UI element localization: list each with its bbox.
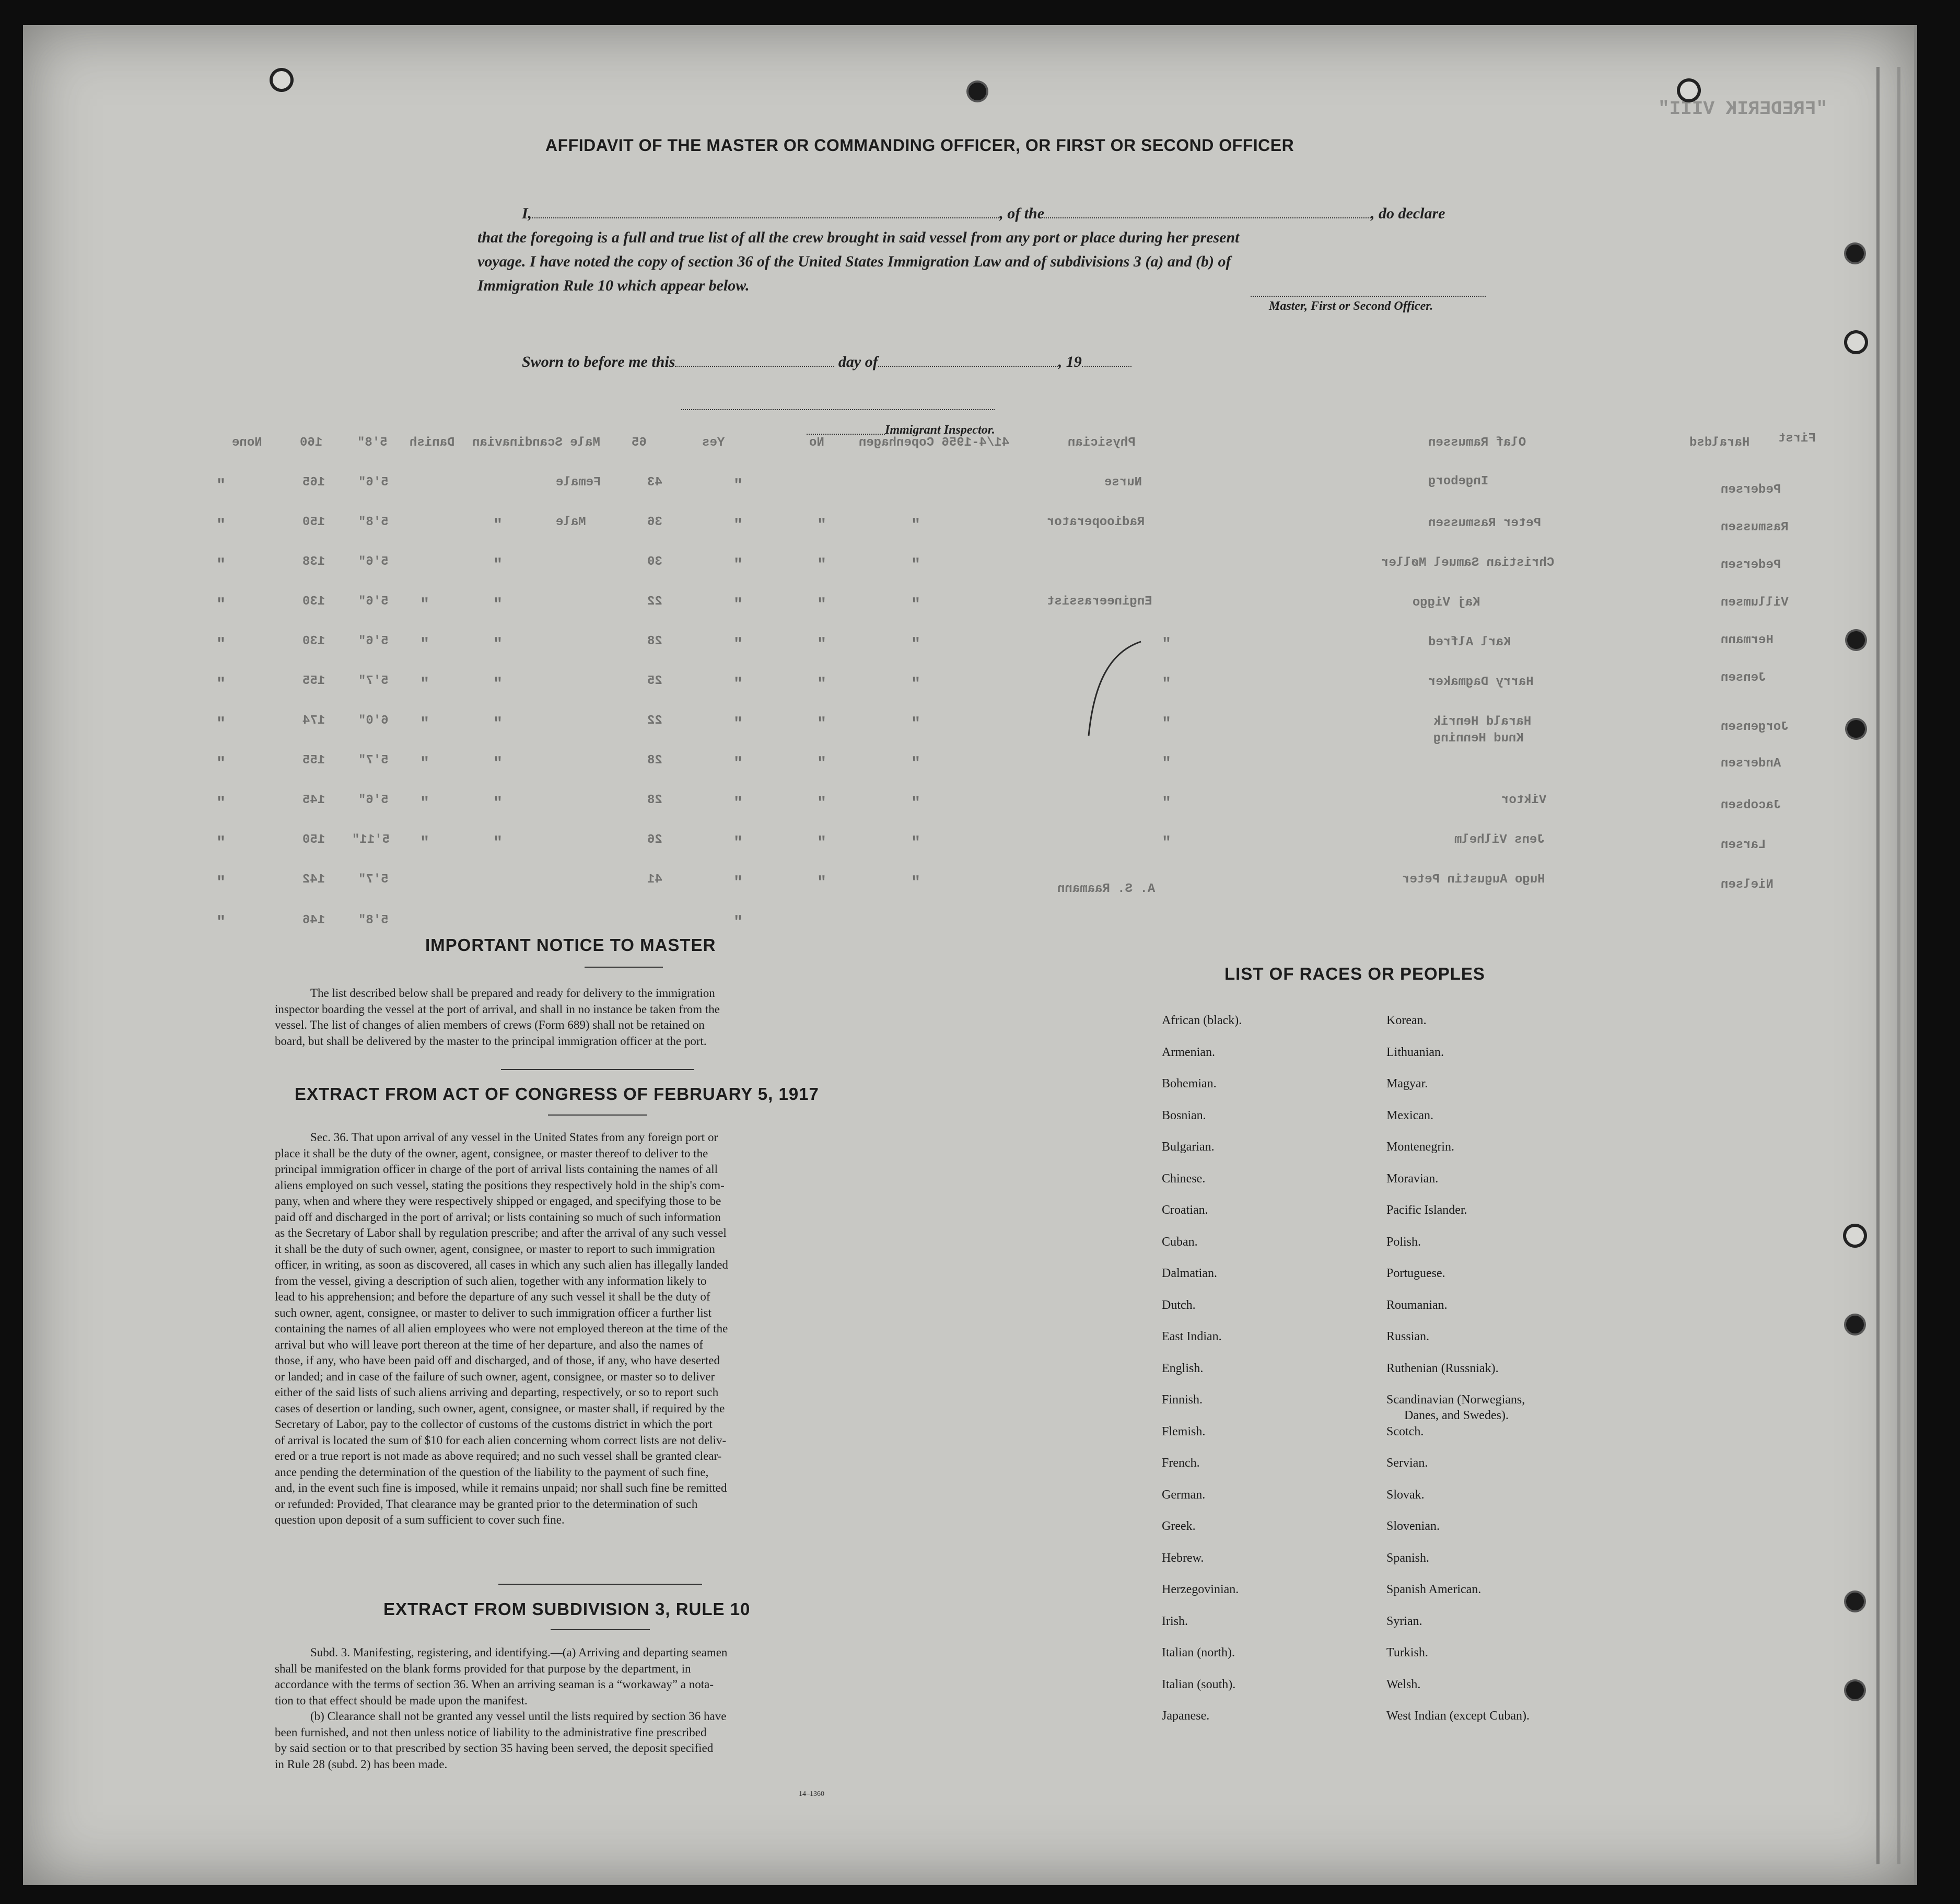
- rule-line: Subd. 3. Manifesting, registering, and identifying.—(a) Arriving and departing seamen: [310, 1646, 728, 1659]
- bleed-through-text: Christian Samuel Møller: [1381, 556, 1555, 570]
- race-item: Armenian.: [1162, 1045, 1215, 1059]
- sworn-month-field: [878, 366, 1058, 367]
- bleed-through-text: Hugo Augustin Peter: [1402, 873, 1545, 887]
- bleed-through-text: 26: [647, 833, 662, 847]
- ditto-mark: ": [817, 676, 827, 693]
- ditto-mark: ": [911, 517, 921, 535]
- ditto-mark: ": [911, 636, 921, 654]
- act-line: pany, when and where they were respectively shipped or engaged, and specifying those to be: [275, 1194, 721, 1208]
- bleed-through-text: 5'6": [358, 475, 389, 490]
- bleed-through-text: No: [809, 436, 824, 450]
- race-item: Roumanian.: [1386, 1298, 1448, 1312]
- inspector-signature-line: [807, 434, 885, 435]
- ditto-mark: ": [493, 755, 503, 773]
- bleed-through-text: 130: [302, 634, 325, 648]
- sworn-day-field: [675, 366, 834, 367]
- bleed-through-text: 160: [300, 436, 323, 450]
- races-title: LIST OF RACES OR PEOPLES: [1224, 964, 1485, 983]
- notice-body: [275, 985, 899, 1049]
- bleed-through-text: Rasmussen: [1721, 520, 1789, 535]
- ditto-mark: ": [216, 715, 226, 733]
- act-line: those, if any, who have been paid off and discharged, and of those, if any, who have deserted: [275, 1354, 720, 1367]
- race-item: Finnish.: [1162, 1393, 1203, 1407]
- bleed-through-text: Engineerassist: [1047, 595, 1152, 609]
- punch-hole-icon: [273, 71, 290, 89]
- rule-line: shall be manifested on the blank forms provided for that purpose by the department, in: [275, 1662, 691, 1675]
- ditto-mark: ": [420, 715, 430, 733]
- bleed-through-text: Hermann: [1721, 633, 1774, 647]
- race-item: Bulgarian.: [1162, 1140, 1215, 1154]
- bleed-through-text: Larsen: [1721, 838, 1766, 852]
- punch-hole-icon: [1847, 631, 1865, 649]
- bleed-through-text: 43: [647, 475, 662, 490]
- name-blank-field: [532, 217, 999, 218]
- act-line: of arrival is located the sum of $10 for each alien concerning whom correct lists are not deliv-: [275, 1433, 727, 1447]
- race-item: Mexican.: [1386, 1108, 1433, 1122]
- ditto-mark: ": [420, 636, 430, 654]
- punch-hole-icon: [1846, 1593, 1864, 1610]
- race-item: Syrian.: [1386, 1614, 1422, 1628]
- ditto-mark: ": [493, 596, 503, 614]
- ditto-mark: ": [817, 874, 827, 892]
- bleed-through-text: 5'6": [358, 555, 389, 569]
- race-item: Slovak.: [1386, 1488, 1425, 1502]
- ditto-mark: ": [733, 795, 743, 812]
- bleed-through-text: Yes: [702, 436, 725, 450]
- ditto-mark: ": [733, 715, 743, 733]
- bleed-through-text: 155: [302, 753, 325, 768]
- race-item: Hebrew.: [1162, 1551, 1204, 1565]
- race-item: French.: [1162, 1456, 1200, 1470]
- race-item: Magyar.: [1386, 1077, 1428, 1090]
- bleed-through-text: 5'7": [358, 753, 389, 768]
- bleed-through-text: Jensen: [1721, 671, 1766, 685]
- ditto-mark: ": [420, 755, 430, 773]
- ditto-mark: ": [493, 556, 503, 574]
- bleed-through-text: 145: [302, 793, 325, 807]
- bleed-through-text: Female: [556, 475, 601, 490]
- bleed-through-text: 5'7": [358, 674, 389, 688]
- ditto-mark: ": [493, 715, 503, 733]
- bleed-through-text: Harry Dagmaker: [1428, 675, 1534, 689]
- punch-hole-icon: [1846, 1316, 1864, 1333]
- page-edge-line: [1897, 67, 1900, 1864]
- act-line: from the vessel, giving a description of such alien, together with any information likely to: [275, 1274, 707, 1287]
- race-item: Cuban.: [1162, 1235, 1198, 1249]
- bleed-through-text: 130: [302, 595, 325, 609]
- race-item: Herzegovinian.: [1162, 1583, 1239, 1596]
- race-item: East Indian.: [1162, 1330, 1222, 1343]
- ditto-mark: ": [1162, 795, 1172, 812]
- bleed-through-text: 174: [302, 714, 325, 728]
- ditto-mark: ": [216, 755, 226, 773]
- bleed-through-text: 28: [647, 634, 662, 648]
- act-line: cases of desertion or landing, such owner, agent, consignee, or master shall, if required by the: [275, 1401, 725, 1415]
- punch-hole-icon: [1847, 333, 1865, 351]
- race-item: West Indian (except Cuban).: [1386, 1709, 1530, 1723]
- act-line: paid off and discharged in the port of arrival; or lists containing so much of such information: [275, 1210, 721, 1224]
- act-line: place it shall be the duty of the owner, agent, consignee, or master thereof to deliver to the: [275, 1146, 708, 1160]
- bleed-through-text: Villumsen: [1721, 596, 1789, 610]
- act-line: arrival but who will leave port thereon at the time of her departure, and also the names of: [275, 1338, 704, 1351]
- races-right-column: [1386, 1014, 1530, 1741]
- race-item: African (black).: [1162, 1014, 1242, 1027]
- rule-line: (b) Clearance shall not be granted any vessel until the lists required by section 36 have: [310, 1710, 727, 1723]
- notice-line: vessel. The list of changes of alien members of crews (Form 689) shall not be retained on: [275, 1018, 705, 1031]
- act-line: Sec. 36. That upon arrival of any vessel in the United States from any foreign port or: [310, 1131, 718, 1144]
- notice-line: The list described below shall be prepared and ready for delivery to the immigration: [310, 986, 715, 1000]
- race-item: Flemish.: [1162, 1424, 1206, 1438]
- ditto-mark: ": [817, 834, 827, 852]
- ditto-mark: ": [420, 795, 430, 812]
- act-line: or refunded: Provided, That clearance may be granted prior to the determination of such: [275, 1497, 698, 1511]
- act-line: such owner, agent, consignee, or master to deliver to such immigration officer a further list: [275, 1306, 711, 1319]
- bleed-through-text: 25: [647, 674, 662, 688]
- ditto-mark: ": [911, 795, 921, 812]
- punch-hole-icon: [1680, 82, 1698, 99]
- bleed-through-text: 5'8": [357, 436, 388, 450]
- race-item: Russian.: [1386, 1330, 1430, 1343]
- ditto-mark: ": [216, 477, 226, 495]
- rule-body: [275, 1645, 899, 1772]
- bleed-through-text: Kaj Viggo: [1413, 596, 1480, 610]
- bleed-through-text: None: [232, 436, 262, 450]
- signature-label: Master, First or Second Officer.: [1269, 299, 1433, 313]
- bleed-through-text: Radiooperator: [1047, 515, 1145, 529]
- ditto-mark: ": [733, 676, 743, 693]
- ditto-mark: ": [817, 715, 827, 733]
- bleed-through-text: 6'0": [358, 714, 389, 728]
- race-item: Chinese.: [1162, 1171, 1206, 1186]
- bleed-through-text: 30: [647, 555, 662, 569]
- act-line: containing the names of all alien employees who were not employed thereon at the time of the: [275, 1322, 728, 1335]
- bleed-through-text: First: [1778, 432, 1816, 446]
- race-item: Scandinavian (Norwegians,: [1386, 1393, 1525, 1407]
- rule-line: been furnished, and not then unless notice of liability to the administrative fine prescribed: [275, 1725, 707, 1739]
- race-item: Spanish American.: [1386, 1583, 1481, 1596]
- bleed-through-text: Olaf Ramussen: [1428, 436, 1526, 450]
- ditto-mark: ": [817, 755, 827, 773]
- ditto-mark: ": [1162, 834, 1172, 852]
- notice-line: board, but shall be delivered by the master to the principal immigration officer at the port.: [275, 1034, 707, 1048]
- affidavit-of-label: , of the: [999, 205, 1045, 222]
- ditto-mark: ": [493, 636, 503, 654]
- bleed-through-text: 28: [647, 753, 662, 768]
- ditto-mark: ": [911, 556, 921, 574]
- bleed-through-text: 5'6": [358, 793, 389, 807]
- vessel-blank-field: [1044, 217, 1371, 218]
- race-item: English.: [1162, 1361, 1204, 1375]
- race-item: Dutch.: [1162, 1298, 1196, 1312]
- act-line: as the Secretary of Labor shall by regulation prescribe; and after the arrival of any such vessel: [275, 1226, 727, 1239]
- ditto-mark: ": [733, 834, 743, 852]
- race-item: Welsh.: [1386, 1677, 1421, 1691]
- bleed-through-ship-name: "FREDERIK VIII": [1658, 98, 1828, 120]
- ditto-mark: ": [911, 596, 921, 614]
- ditto-mark: ": [216, 914, 226, 932]
- ditto-mark: ": [733, 636, 743, 654]
- race-item: Montenegrin.: [1386, 1140, 1454, 1154]
- sworn-line: [522, 353, 1131, 371]
- rule-line: accordance with the terms of section 36. When an arriving seaman is a “workaway” a nota-: [275, 1678, 714, 1691]
- punch-hole-icon: [1847, 720, 1865, 738]
- bleed-through-text: Male: [556, 515, 586, 529]
- bleed-through-text: 22: [647, 714, 662, 728]
- ditto-mark: ": [817, 517, 827, 535]
- ditto-mark: ": [216, 556, 226, 574]
- ditto-mark: ": [817, 636, 827, 654]
- ditto-mark: ": [216, 795, 226, 812]
- bleed-through-text: Ingeborg: [1428, 474, 1489, 489]
- bleed-through-text: Jens Vilhelm: [1454, 833, 1545, 847]
- bleed-through-text: Male Scandinavian: [472, 436, 600, 450]
- bleed-through-text: Knud Henning: [1433, 732, 1524, 746]
- bleed-through-text: 165: [302, 475, 325, 490]
- rule-line: tion to that effect should be made upon the manifest.: [275, 1693, 528, 1707]
- sworn-year-field: [1082, 366, 1131, 367]
- ditto-mark: ": [216, 636, 226, 654]
- ditto-mark: ": [733, 556, 743, 574]
- form-number: 14–1360: [799, 1790, 824, 1798]
- race-item: Pacific Islander.: [1386, 1203, 1467, 1217]
- ditto-mark: ": [420, 834, 430, 852]
- bleed-through-text: Jorgensen: [1721, 720, 1789, 734]
- race-item: German.: [1162, 1488, 1206, 1502]
- bleed-through-text: 150: [302, 833, 325, 847]
- bleed-through-text: 5'11": [352, 833, 390, 847]
- ditto-mark: ": [733, 914, 743, 932]
- bleed-through-text: 150: [302, 515, 325, 529]
- race-item: Servian.: [1386, 1456, 1428, 1470]
- bleed-through-text: 65: [632, 436, 647, 450]
- section-divider: [498, 1584, 702, 1585]
- ditto-mark: ": [1162, 636, 1172, 654]
- bleed-through-text: 36: [647, 515, 662, 529]
- ditto-mark: ": [216, 517, 226, 535]
- section-divider: [585, 967, 663, 968]
- bleed-through-text: Haraldsd: [1689, 436, 1750, 450]
- page-edge-line: [1876, 67, 1880, 1864]
- inspector-label: Immigrant Inspector.: [885, 423, 995, 437]
- ditto-mark: ": [216, 874, 226, 892]
- bleed-through-text: Andersen: [1721, 757, 1781, 771]
- day-of-label: day of: [838, 353, 878, 370]
- bleed-through-text: 5'6": [358, 595, 389, 609]
- bleed-through-text: 142: [302, 873, 325, 887]
- ditto-mark: ": [911, 676, 921, 693]
- affidavit-line-2: that the foregoing is a full and true list of all the crew brought in said vessel from any port or place during her present: [477, 229, 1240, 246]
- document-page: [23, 25, 1917, 1885]
- bleed-through-text: Peter Rasmussen: [1428, 516, 1542, 530]
- inspector-signature-line: [681, 409, 995, 410]
- ditto-mark: ": [911, 874, 921, 892]
- race-item: Italian (south).: [1162, 1677, 1236, 1691]
- act-line: it shall be the duty of such owner, agent, consignee, or master to report to such immigration: [275, 1242, 715, 1256]
- affidavit-title: AFFIDAVIT OF THE MASTER OR COMMANDING OFFICER, OR FIRST OR SECOND OFFICER: [545, 136, 1294, 155]
- bleed-through-text: Viktor: [1501, 793, 1547, 807]
- race-item: Bosnian.: [1162, 1108, 1206, 1122]
- bleed-through-text: 41/4-1956 Copenhagen: [859, 436, 1010, 450]
- race-item: Spanish.: [1386, 1551, 1430, 1565]
- race-item: Danes, and Swedes).: [1404, 1409, 1509, 1422]
- section-divider: [551, 1629, 650, 1630]
- act-line: either of the said lists of such aliens arriving and departing, respectively, or so to report such: [275, 1386, 719, 1399]
- bleed-through-text: Karl Alfred: [1428, 635, 1511, 649]
- bleed-through-text: Nielsen: [1721, 878, 1774, 892]
- year-label: , 19: [1058, 353, 1082, 370]
- bleed-through-text: 28: [647, 793, 662, 807]
- bleed-through-text: 5'8": [358, 515, 389, 529]
- section-divider: [501, 1069, 694, 1070]
- rule-line: in Rule 28 (subd. 2) has been made.: [275, 1757, 448, 1771]
- race-item: Bohemian.: [1162, 1077, 1217, 1090]
- race-item: Dalmatian.: [1162, 1267, 1217, 1280]
- ditto-mark: ": [216, 834, 226, 852]
- ditto-mark: ": [1162, 755, 1172, 773]
- race-item: Portuguese.: [1386, 1267, 1445, 1280]
- ditto-mark: ": [817, 596, 827, 614]
- ditto-mark: ": [493, 795, 503, 812]
- act-title: EXTRACT FROM ACT OF CONGRESS OF FEBRUARY 5, 1917: [295, 1084, 819, 1104]
- bleed-through-text: 155: [302, 674, 325, 688]
- ditto-mark: ": [493, 517, 503, 535]
- rule-line: by said section or to that prescribed by section 35 having been served, the deposit specified: [275, 1742, 714, 1755]
- act-line: and, in the event such fine is imposed, while it remains unpaid; nor shall such fine be remitted: [275, 1481, 727, 1494]
- act-line: principal immigration officer in charge of the port of arrival lists containing the names of all: [275, 1163, 718, 1176]
- act-body: [275, 1130, 899, 1528]
- act-line: ance pending the determination of the question of the liability to the payment of such fine,: [275, 1465, 709, 1479]
- ditto-mark: ": [733, 517, 743, 535]
- ditto-mark: ": [493, 676, 503, 693]
- ditto-mark: ": [493, 834, 503, 852]
- race-item: Croatian.: [1162, 1203, 1208, 1217]
- ditto-mark: ": [733, 477, 743, 495]
- bleed-through-text: 41: [647, 873, 662, 887]
- race-item: Turkish.: [1386, 1646, 1428, 1659]
- race-item: Scotch.: [1386, 1424, 1424, 1438]
- act-line: lead to his apprehension; and before the departure of any such vessel it shall be the duty of: [275, 1290, 710, 1303]
- ditto-mark: ": [733, 874, 743, 892]
- act-line: Secretary of Labor, pay to the collector of customs of the customs district in which the port: [275, 1418, 713, 1431]
- race-item: Japanese.: [1162, 1709, 1210, 1723]
- bleed-through-text: 5'6": [358, 634, 389, 648]
- bleed-through-text: 22: [647, 595, 662, 609]
- punch-hole-icon: [969, 83, 986, 100]
- ditto-mark: ": [1162, 676, 1172, 693]
- affidavit-line-3: voyage. I have noted the copy of section 36 of the United States Immigration Law and of subdivisions 3 (a) and (b) of: [477, 253, 1231, 270]
- ditto-mark: ": [817, 795, 827, 812]
- act-line: ered or a true report is not made as above required; and no such vessel shall be granted clear-: [275, 1449, 722, 1462]
- section-divider: [548, 1114, 647, 1116]
- act-line: officer, in writing, as soon as discovered, all cases in which any such alien has illegally landed: [275, 1258, 728, 1271]
- bleed-through-text: 5'8": [358, 913, 389, 927]
- bleed-through-text: Physician: [1068, 436, 1136, 450]
- races-left-column: [1162, 1014, 1242, 1741]
- bleed-through-text: Harald Henrik: [1433, 715, 1532, 729]
- race-item: Slovenian.: [1386, 1519, 1440, 1533]
- race-item: Italian (north).: [1162, 1646, 1235, 1659]
- ditto-mark: ": [911, 755, 921, 773]
- ditto-mark: ": [420, 596, 430, 614]
- pencil-mark: [1068, 636, 1151, 741]
- affidavit-line-1: [522, 205, 1445, 223]
- race-item: Greek.: [1162, 1519, 1196, 1533]
- bleed-through-text: Nurse: [1104, 475, 1142, 490]
- bleed-through-text: 5'7": [358, 873, 389, 887]
- ditto-mark: ": [733, 755, 743, 773]
- notice-line: inspector boarding the vessel at the port of arrival, and shall in no instance be taken from the: [275, 1002, 720, 1016]
- race-item: Lithuanian.: [1386, 1045, 1444, 1059]
- ditto-mark: ": [420, 676, 430, 693]
- affidavit-i-label: I,: [522, 205, 532, 222]
- ditto-mark: ": [911, 834, 921, 852]
- act-line: aliens employed on such vessel, stating the positions they respectively hold in the ship's com-: [275, 1178, 725, 1192]
- notice-title: IMPORTANT NOTICE TO MASTER: [425, 935, 716, 955]
- bleed-through-text: Pedersen: [1721, 483, 1781, 497]
- race-item: Polish.: [1386, 1235, 1421, 1249]
- ditto-mark: ": [733, 596, 743, 614]
- bleed-through-text: A. S. Raamann: [1057, 882, 1156, 896]
- affidavit-line-4: Immigration Rule 10 which appear below.: [477, 277, 750, 294]
- punch-hole-icon: [1846, 245, 1864, 262]
- punch-hole-icon: [1846, 1227, 1864, 1245]
- rule-title: EXTRACT FROM SUBDIVISION 3, RULE 10: [383, 1599, 751, 1619]
- act-line: or landed; and in case of the failure of such owner, agent, consignee, or master so to deliver: [275, 1369, 715, 1383]
- signature-blank-field: [1251, 296, 1486, 297]
- bleed-through-text: Jacobsen: [1721, 798, 1781, 812]
- ditto-mark: ": [216, 596, 226, 614]
- ditto-mark: ": [1162, 715, 1172, 733]
- ditto-mark: ": [216, 676, 226, 693]
- race-item: Moravian.: [1386, 1171, 1439, 1186]
- bleed-through-text: 138: [302, 555, 325, 569]
- act-line: question upon deposit of a sum sufficient to cover such fine.: [275, 1513, 565, 1526]
- ditto-mark: ": [911, 715, 921, 733]
- bleed-through-text: Pedersen: [1721, 558, 1781, 572]
- race-item: Korean.: [1386, 1014, 1427, 1027]
- affidavit-declare-label: , do declare: [1371, 205, 1445, 222]
- punch-hole-icon: [1846, 1681, 1864, 1699]
- bleed-through-text: Danish: [410, 436, 455, 450]
- bleed-through-text: 146: [302, 913, 325, 927]
- race-item: Irish.: [1162, 1614, 1188, 1628]
- ditto-mark: ": [817, 556, 827, 574]
- race-item: Ruthenian (Russniak).: [1386, 1361, 1499, 1375]
- sworn-label: Sworn to before me this: [522, 353, 675, 370]
